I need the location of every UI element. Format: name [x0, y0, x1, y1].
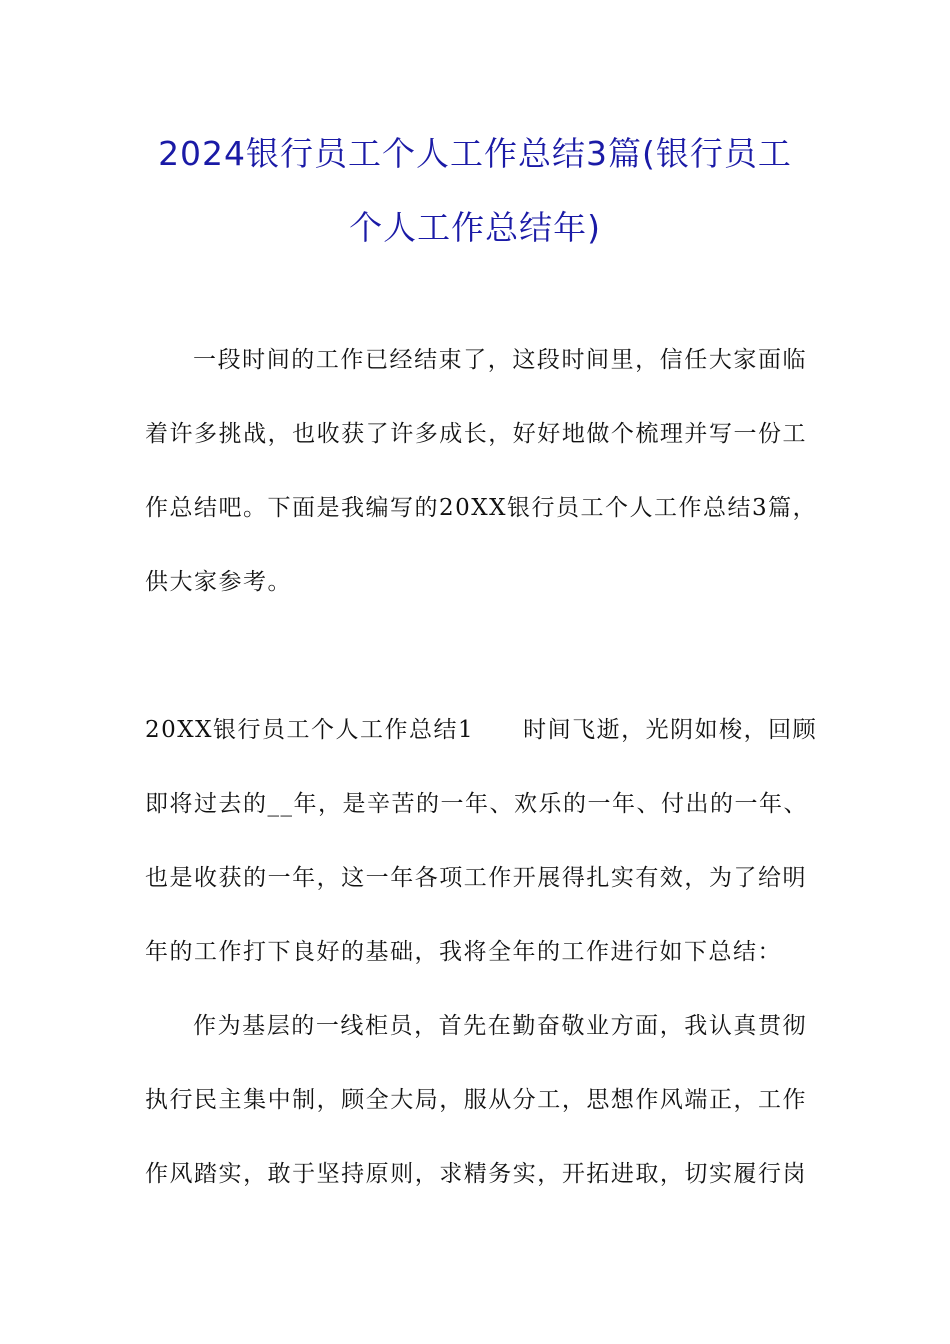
section1-paragraph-line: 即将过去的__年，是辛苦的一年、欢乐的一年、付出的一年、 [145, 791, 808, 817]
section1-paragraph-line: 20XX银行员工个人工作总结1 时间飞逝，光阴如梭，回顾 [145, 717, 818, 743]
document-title-line-2: 个人工作总结年) [349, 208, 601, 247]
intro-paragraph-line: 供大家参考。 [145, 569, 292, 595]
document-title-line-1: 2024银行员工个人工作总结3篇(银行员工 [158, 134, 792, 173]
section2-paragraph-line: 执行民主集中制，顾全大局，服从分工，思想作风端正，工作 [145, 1087, 807, 1113]
intro-paragraph-line: 一段时间的工作已经结束了，这段时间里，信任大家面临 [193, 347, 807, 373]
section1-paragraph-line: 也是收获的一年，这一年各项工作开展得扎实有效，为了给明 [145, 865, 807, 891]
intro-paragraph-line: 着许多挑战，也收获了许多成长，好好地做个梳理并写一份工 [145, 421, 807, 447]
section2-paragraph-line: 作风踏实，敢于坚持原则，求精务实，开拓进取，切实履行岗 [145, 1161, 807, 1187]
intro-paragraph-line: 作总结吧。下面是我编写的20XX银行员工个人工作总结3篇， [145, 495, 818, 521]
section2-paragraph-line: 作为基层的一线柜员，首先在勤奋敬业方面，我认真贯彻 [193, 1013, 807, 1039]
section1-paragraph-line: 年的工作打下良好的基础，我将全年的工作进行如下总结： [145, 939, 782, 965]
